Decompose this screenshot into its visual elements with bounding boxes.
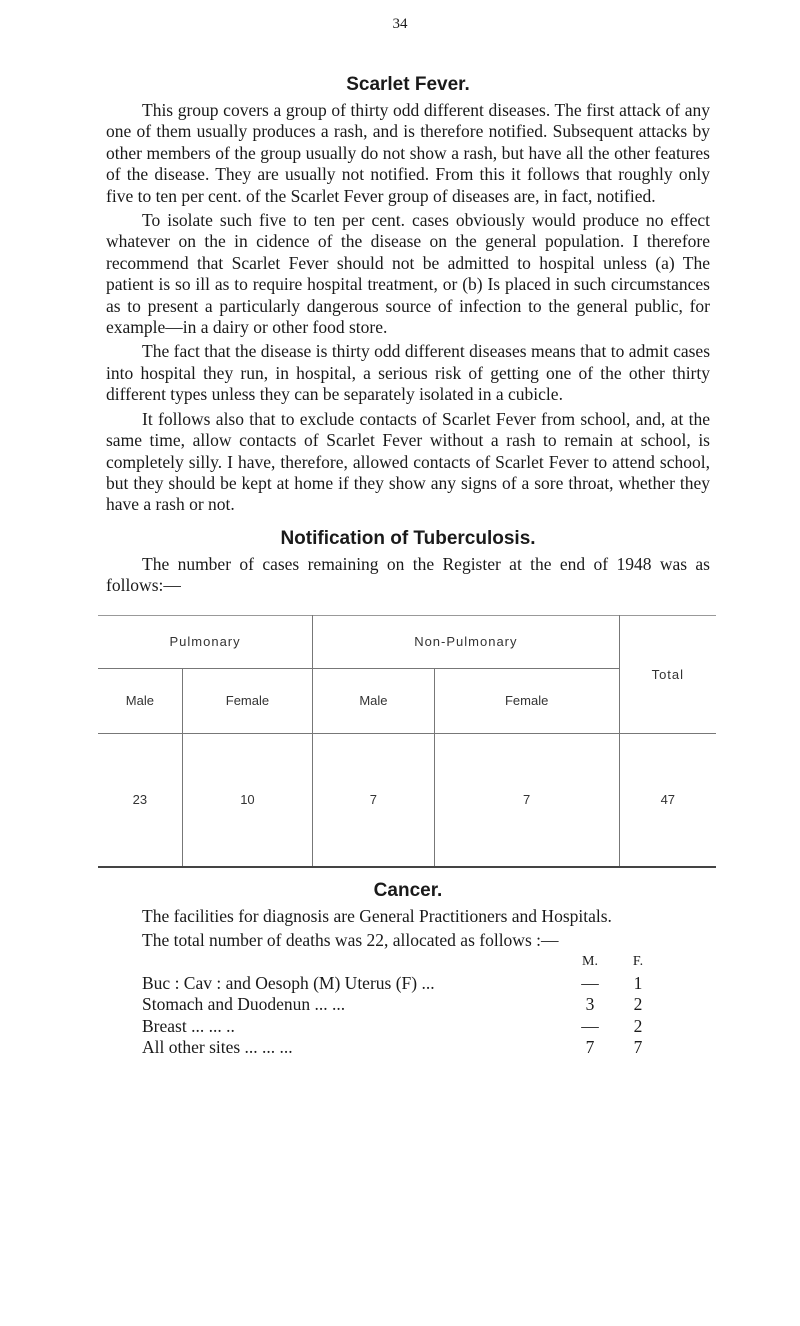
cancer-heading: Cancer. [373,879,443,901]
pulmonary-female-header: Female [182,668,312,733]
deaths-female: 1 [633,972,643,993]
deaths-male: 3 [585,994,595,1015]
deaths-female: 7 [633,1036,643,1057]
cancer-paragraph: The facilities for diagnosis are General Practitioners and Hospitals. [142,905,612,926]
deaths-site-spacer [142,951,566,972]
deaths-site: Buc : Cav : and Oesoph (M) Uterus (F) ... [142,972,435,993]
tuberculosis-intro: The number of cases remaining on the Register at the end of 1948 was as follows:— [106,553,710,596]
deaths-row [106,973,710,994]
deaths-row [106,1016,710,1037]
cancer-deaths-list [106,930,710,1058]
deaths-site: Stomach and Duodenun ... ... [142,994,346,1015]
tuberculosis-heading: Notification of Tuberculosis. [280,527,536,549]
deaths-row [106,1037,710,1058]
deaths-female: 2 [633,1015,643,1036]
total-header: Total [619,615,716,733]
page-number: 34 [392,16,408,32]
total-value: 47 [619,733,716,867]
scarlet-fever-paragraph: To isolate such five to ten per cent. cases obviously would produce no effect whatever on the in cidence of the disease on the general population. I therefore recommend that Scarlet Fever should not be admitted to hospital unless (a) The patient is so ill as to require hospital treatment, or (b) Is placed in such circumstances as to present a particularly dangerous source of infection to the general public, for example—in a dairy or other food store. [106,210,710,338]
pulmonary-male-value: 23 [98,733,182,867]
page-content [106,74,710,1058]
deaths-site: All other sites ... ... ... [142,1036,293,1057]
scarlet-fever-paragraph: This group covers a group of thirty odd different diseases. The first attack of any one of them usually produces a rash, and is therefore notified. Subsequent attacks by other members of the group usually do not show a rash, but have all the other features of the disease. They are usually not notified. From this it follows that roughly only five to ten per cent. of the Scarlet Fever group of diseases are, in fact, notified. [106,100,710,206]
deaths-site: Breast ... ... .. [142,1015,235,1036]
non-pulmonary-header: Non-Pulmonary [313,615,620,668]
non-pulmonary-female-value: 7 [434,733,619,867]
pulmonary-header: Pulmonary [98,615,313,668]
deaths-row [106,994,710,1015]
non-pulmonary-female-header: Female [434,668,619,733]
deaths-male: — [581,1015,599,1036]
pulmonary-male-header: Male [98,668,182,733]
non-pulmonary-male-value: 7 [313,733,435,867]
deaths-column-header [106,951,710,972]
deaths-intro: The total number of deaths was 22, allocated as follows :— [142,929,559,950]
scarlet-fever-paragraph: The fact that the disease is thirty odd different diseases means that to admit cases into hospital they run, in hospital, a serious risk of getting one of the other thirty different types unless they can be separately isolated in a cubicle. [106,341,710,405]
deaths-female: 2 [633,994,643,1015]
scarlet-fever-heading: Scarlet Fever. [346,74,470,95]
deaths-male: 7 [585,1036,595,1057]
tuberculosis-table [98,615,716,868]
scarlet-fever-paragraph: It follows also that to exclude contacts of Scarlet Fever from school, and, at the same time, allow contacts of Scarlet Fever without a rash to remain at school, is completely silly. I have, therefore, allowed contacts of Scarlet Fever to attend school, but they should be kept at home if they show any signs of a sore throat, whether they have a rash or not. [106,408,710,515]
female-column-label: F. [632,954,644,970]
deaths-male: — [581,972,599,993]
pulmonary-female-value: 10 [182,733,312,867]
male-column-label: M. [582,954,598,970]
non-pulmonary-male-header: Male [313,668,435,733]
